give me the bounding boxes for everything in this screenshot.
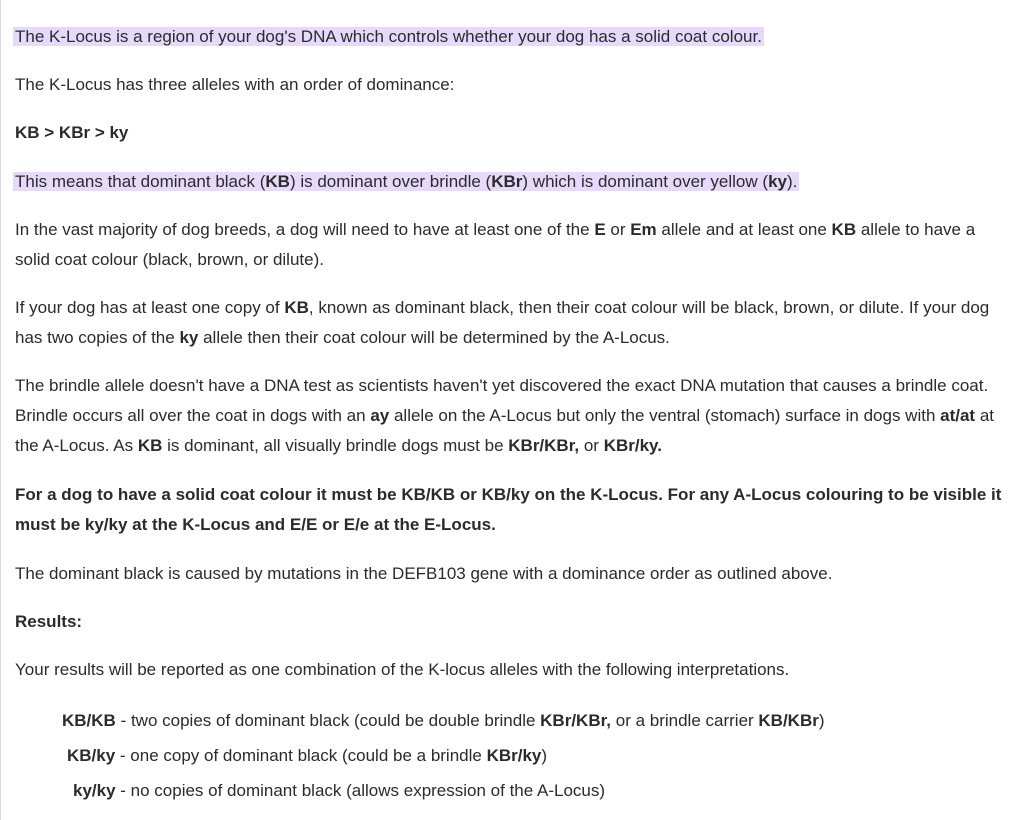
result-ky-ky: ky/ky - no copies of dominant black (allows expression of the A-Locus) <box>73 781 606 800</box>
paragraph-dominance-order: KB > KBr > ky <box>15 123 129 142</box>
paragraph-brindle-allele: The brindle allele doesn't have a DNA test as scientists haven't yet discovered the exact DNA mutation that causes a brindle coat. Brindle occurs all over the coat in dogs with an ay allele on the A-Locus but only the ventral (stomach) surface in dogs with at/at at the A-Locus. As KB is dominant, all visually brindle dogs must be KBr/KBr, or KBr/ky. <box>15 376 995 455</box>
result-kb-kb: KB/KB - two copies of dominant black (could be double brindle KBr/KBr, or a brindle carrier KB/KBr) <box>62 711 825 730</box>
paragraph-dominant-black-copy: If your dog has at least one copy of KB, known as dominant black, then their coat colour will be black, brown, or dilute. If your dog has two copies of the ky allele then their coat colour will be determined by the A-Locus. <box>15 298 990 347</box>
paragraph-three-alleles: The K-Locus has three alleles with an order of dominance: <box>15 75 455 94</box>
paragraph-k-locus-intro <box>15 22 1005 52</box>
paragraph-dominance-meaning <box>15 167 1005 197</box>
paragraph-results-intro: Your results will be reported as one combination of the K-locus alleles with the following interpretations. <box>15 660 790 679</box>
highlight: The K-Locus is a region of your dog's DNA which controls whether your dog has a solid coat colour. <box>15 27 762 46</box>
left-border <box>0 0 1 820</box>
paragraph-defb103: The dominant black is caused by mutations in the DEFB103 gene with a dominance order as outlined above. <box>15 564 833 583</box>
highlight: This means that dominant black (KB) is dominant over brindle (KBr) which is dominant over yellow (ky). <box>15 172 798 191</box>
paragraph-solid-coat-requirement: In the vast majority of dog breeds, a dog will need to have at least one of the E or Em allele and at least one KB allele to have a solid coat colour (black, brown, or dilute). <box>15 220 976 269</box>
result-kb-ky: KB/ky - one copy of dominant black (could be a brindle KBr/ky) <box>67 746 548 765</box>
results-heading: Results: <box>15 612 83 631</box>
paragraph-solid-coat-summary: For a dog to have a solid coat colour it must be KB/KB or KB/ky on the K-Locus. For any A-Locus colouring to be visible it must be ky/ky at the K-Locus and E/E or E/e at the E-Locus. <box>15 485 1002 534</box>
